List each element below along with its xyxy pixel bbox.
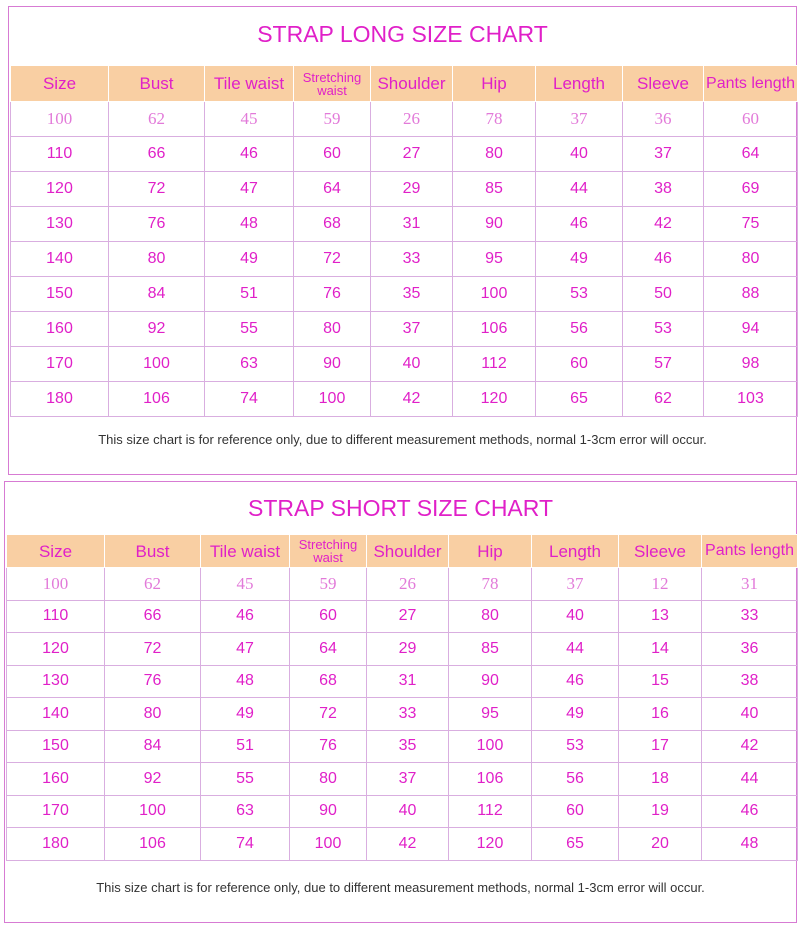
header-length: Length [536, 66, 623, 102]
table-cell: 68 [294, 207, 371, 242]
table-cell: 29 [371, 172, 453, 207]
table-cell: 27 [367, 600, 449, 633]
table-cell: 90 [453, 207, 536, 242]
table-cell: 94 [704, 312, 798, 347]
long-size-chart-panel [8, 6, 797, 475]
table-cell: 90 [449, 665, 532, 698]
table-cell: 42 [702, 730, 798, 763]
header-sleeve: Sleeve [623, 66, 704, 102]
table-row [11, 382, 798, 417]
table-cell: 90 [294, 347, 371, 382]
short-size-table [6, 534, 798, 861]
table-cell: 62 [109, 102, 205, 137]
table-row [11, 207, 798, 242]
table-cell: 75 [704, 207, 798, 242]
table-cell: 14 [619, 633, 702, 666]
table-cell: 48 [702, 828, 798, 861]
table-cell: 100 [453, 277, 536, 312]
table-cell: 60 [290, 600, 367, 633]
table-row [11, 242, 798, 277]
table-cell: 65 [536, 382, 623, 417]
long-chart-title: STRAP LONG SIZE CHART [257, 21, 548, 47]
table-cell: 13 [619, 600, 702, 633]
table-cell: 140 [11, 242, 109, 277]
table-cell: 72 [105, 633, 201, 666]
table-cell: 65 [532, 828, 619, 861]
table-cell: 20 [619, 828, 702, 861]
table-cell: 60 [532, 795, 619, 828]
table-cell: 33 [371, 242, 453, 277]
table-cell: 40 [367, 795, 449, 828]
table-cell: 78 [453, 102, 536, 137]
table-cell: 84 [105, 730, 201, 763]
table-cell: 46 [536, 207, 623, 242]
table-cell: 60 [294, 137, 371, 172]
table-cell: 100 [294, 382, 371, 417]
table-cell: 42 [623, 207, 704, 242]
table-cell: 74 [201, 828, 290, 861]
long-chart-note: This size chart is for reference only, due to different measurement methods, normal 1-3cm error will occur. [98, 432, 707, 447]
table-row [7, 633, 798, 666]
table-cell: 100 [11, 102, 109, 137]
table-cell: 50 [623, 277, 704, 312]
table-cell: 33 [367, 698, 449, 731]
table-cell: 15 [619, 665, 702, 698]
table-cell: 72 [109, 172, 205, 207]
table-cell: 78 [449, 568, 532, 601]
table-cell: 103 [704, 382, 798, 417]
table-cell: 19 [619, 795, 702, 828]
table-cell: 150 [11, 277, 109, 312]
table-cell: 31 [371, 207, 453, 242]
table-cell: 80 [449, 600, 532, 633]
table-cell: 72 [290, 698, 367, 731]
table-cell: 63 [205, 347, 294, 382]
table-cell: 49 [536, 242, 623, 277]
table-cell: 46 [623, 242, 704, 277]
table-cell: 170 [7, 795, 105, 828]
table-cell: 76 [294, 277, 371, 312]
table-cell: 59 [290, 568, 367, 601]
table-cell: 44 [536, 172, 623, 207]
table-row [11, 102, 798, 137]
table-cell: 35 [367, 730, 449, 763]
table-cell: 27 [371, 137, 453, 172]
table-cell: 60 [704, 102, 798, 137]
table-cell: 72 [294, 242, 371, 277]
long-table-body [11, 102, 798, 417]
table-cell: 85 [453, 172, 536, 207]
header-tile-waist: Tile waist [201, 535, 290, 568]
table-cell: 120 [11, 172, 109, 207]
table-cell: 68 [290, 665, 367, 698]
header-size: Size [7, 535, 105, 568]
table-cell: 44 [702, 763, 798, 796]
table-cell: 40 [536, 137, 623, 172]
table-cell: 46 [201, 600, 290, 633]
table-cell: 100 [7, 568, 105, 601]
header-pants-length: Pants length [702, 535, 798, 568]
table-cell: 36 [623, 102, 704, 137]
table-row [7, 730, 798, 763]
table-cell: 59 [294, 102, 371, 137]
header-row [7, 535, 798, 568]
table-row [7, 763, 798, 796]
table-cell: 69 [704, 172, 798, 207]
table-cell: 40 [702, 698, 798, 731]
table-cell: 49 [205, 242, 294, 277]
header-stretching-waist: Stretching waist [294, 66, 371, 102]
table-cell: 56 [536, 312, 623, 347]
table-cell: 66 [105, 600, 201, 633]
header-bust: Bust [109, 66, 205, 102]
table-row [11, 137, 798, 172]
short-chart-note: This size chart is for reference only, due to different measurement methods, normal 1-3cm error will occur. [96, 880, 705, 895]
table-cell: 80 [294, 312, 371, 347]
table-row [11, 277, 798, 312]
table-cell: 64 [294, 172, 371, 207]
header-size: Size [11, 66, 109, 102]
table-cell: 95 [453, 242, 536, 277]
table-cell: 46 [702, 795, 798, 828]
table-cell: 46 [532, 665, 619, 698]
table-row [7, 795, 798, 828]
table-cell: 17 [619, 730, 702, 763]
table-cell: 84 [109, 277, 205, 312]
table-cell: 88 [704, 277, 798, 312]
table-row [7, 828, 798, 861]
table-cell: 18 [619, 763, 702, 796]
header-shoulder: Shoulder [367, 535, 449, 568]
table-cell: 40 [371, 347, 453, 382]
table-cell: 170 [11, 347, 109, 382]
table-cell: 64 [704, 137, 798, 172]
table-cell: 53 [532, 730, 619, 763]
table-cell: 12 [619, 568, 702, 601]
table-cell: 55 [205, 312, 294, 347]
table-cell: 106 [105, 828, 201, 861]
table-cell: 40 [532, 600, 619, 633]
table-cell: 36 [702, 633, 798, 666]
table-cell: 90 [290, 795, 367, 828]
short-size-chart-panel [4, 481, 797, 923]
table-cell: 63 [201, 795, 290, 828]
table-cell: 120 [7, 633, 105, 666]
table-cell: 42 [371, 382, 453, 417]
header-hip: Hip [449, 535, 532, 568]
table-cell: 98 [704, 347, 798, 382]
table-cell: 37 [623, 137, 704, 172]
table-cell: 37 [532, 568, 619, 601]
table-cell: 48 [201, 665, 290, 698]
table-cell: 56 [532, 763, 619, 796]
table-cell: 140 [7, 698, 105, 731]
table-cell: 80 [109, 242, 205, 277]
table-cell: 180 [7, 828, 105, 861]
table-cell: 130 [11, 207, 109, 242]
short-chart-title: STRAP SHORT SIZE CHART [247, 495, 554, 521]
table-row [11, 347, 798, 382]
table-cell: 31 [702, 568, 798, 601]
table-cell: 180 [11, 382, 109, 417]
table-cell: 31 [367, 665, 449, 698]
table-cell: 55 [201, 763, 290, 796]
table-row [7, 600, 798, 633]
table-cell: 106 [449, 763, 532, 796]
table-cell: 64 [290, 633, 367, 666]
header-length: Length [532, 535, 619, 568]
table-cell: 80 [704, 242, 798, 277]
header-sleeve: Sleeve [619, 535, 702, 568]
table-cell: 45 [201, 568, 290, 601]
header-bust: Bust [105, 535, 201, 568]
table-cell: 74 [205, 382, 294, 417]
table-cell: 38 [623, 172, 704, 207]
table-cell: 48 [205, 207, 294, 242]
header-stretching-waist: Stretching waist [290, 535, 367, 568]
table-cell: 29 [367, 633, 449, 666]
short-table-body [7, 568, 798, 861]
table-cell: 16 [619, 698, 702, 731]
header-shoulder: Shoulder [371, 66, 453, 102]
table-cell: 160 [11, 312, 109, 347]
table-cell: 53 [536, 277, 623, 312]
table-cell: 47 [201, 633, 290, 666]
header-tile-waist: Tile waist [205, 66, 294, 102]
table-cell: 37 [371, 312, 453, 347]
table-row [7, 665, 798, 698]
table-cell: 106 [453, 312, 536, 347]
table-cell: 57 [623, 347, 704, 382]
table-cell: 38 [702, 665, 798, 698]
table-cell: 112 [449, 795, 532, 828]
table-cell: 49 [532, 698, 619, 731]
table-cell: 100 [109, 347, 205, 382]
table-cell: 76 [105, 665, 201, 698]
long-size-table [10, 65, 798, 417]
table-cell: 62 [105, 568, 201, 601]
table-cell: 47 [205, 172, 294, 207]
header-pants-length: Pants length [704, 66, 798, 102]
table-row [7, 568, 798, 601]
table-cell: 35 [371, 277, 453, 312]
table-cell: 33 [702, 600, 798, 633]
table-cell: 120 [453, 382, 536, 417]
table-cell: 160 [7, 763, 105, 796]
header-hip: Hip [453, 66, 536, 102]
table-cell: 66 [109, 137, 205, 172]
table-cell: 37 [367, 763, 449, 796]
table-cell: 51 [205, 277, 294, 312]
table-cell: 76 [290, 730, 367, 763]
table-cell: 37 [536, 102, 623, 137]
table-cell: 95 [449, 698, 532, 731]
table-cell: 62 [623, 382, 704, 417]
table-cell: 44 [532, 633, 619, 666]
table-cell: 110 [7, 600, 105, 633]
table-cell: 100 [290, 828, 367, 861]
table-cell: 100 [105, 795, 201, 828]
table-cell: 60 [536, 347, 623, 382]
table-cell: 130 [7, 665, 105, 698]
table-cell: 51 [201, 730, 290, 763]
table-cell: 26 [367, 568, 449, 601]
table-cell: 80 [105, 698, 201, 731]
table-cell: 100 [449, 730, 532, 763]
table-cell: 85 [449, 633, 532, 666]
table-cell: 92 [109, 312, 205, 347]
table-cell: 80 [453, 137, 536, 172]
table-row [11, 312, 798, 347]
table-cell: 49 [201, 698, 290, 731]
table-cell: 26 [371, 102, 453, 137]
table-row [11, 172, 798, 207]
table-cell: 150 [7, 730, 105, 763]
table-cell: 92 [105, 763, 201, 796]
header-row [11, 66, 798, 102]
table-cell: 112 [453, 347, 536, 382]
table-cell: 120 [449, 828, 532, 861]
table-cell: 80 [290, 763, 367, 796]
table-row [7, 698, 798, 731]
table-cell: 76 [109, 207, 205, 242]
table-cell: 46 [205, 137, 294, 172]
table-cell: 42 [367, 828, 449, 861]
table-cell: 45 [205, 102, 294, 137]
table-cell: 106 [109, 382, 205, 417]
table-cell: 110 [11, 137, 109, 172]
table-cell: 53 [623, 312, 704, 347]
